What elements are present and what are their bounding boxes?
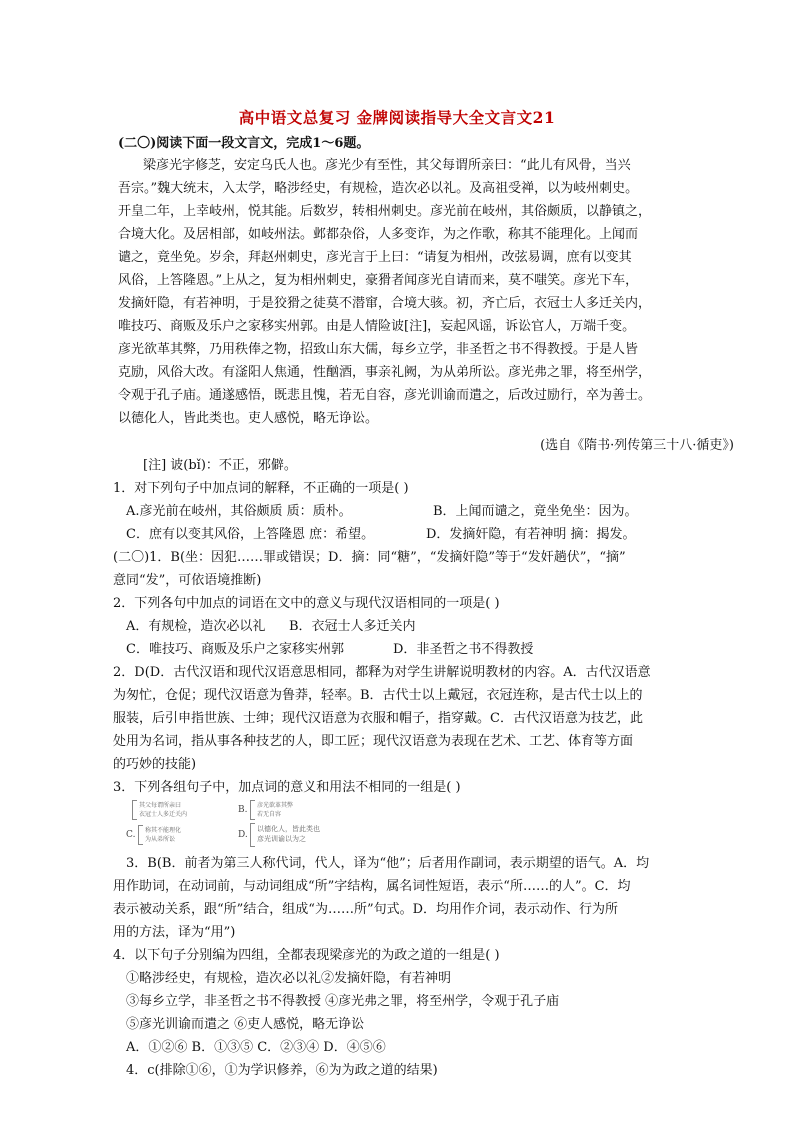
option-b-line-1: 彦光欲革其弊 bbox=[257, 802, 294, 809]
option-d-line-1: 以德化人，皆此类也 bbox=[257, 825, 320, 833]
answer-line: 服装，后引申指世族、士绅；现代汉语意为衣服和帽子，指穿戴。C．古代汉语意为技艺，此 bbox=[113, 711, 643, 726]
option-d-line-2: 彦光训谕以为之 bbox=[257, 835, 306, 843]
question-1-option-d: D．发摘奸隐，有若神明 摘：揭发。 bbox=[426, 527, 636, 542]
passage-line: 梁彦光字修芝，安定乌氏人也。彦光少有至性，其父每谓所亲曰：“此儿有风骨，当兴 bbox=[143, 158, 631, 173]
question-1-option-c: C．庶有以变其风俗，上答隆恩 庶：希望。 bbox=[126, 527, 375, 542]
question-4-options: A．①②⑥ B．①③⑤ C．②③④ D．④⑤⑥ bbox=[126, 1040, 386, 1055]
answer-line: 的巧妙的技能) bbox=[113, 757, 197, 772]
question-2-option-c: C．唯技巧、商贩及乐户之家移实州郭 bbox=[126, 642, 344, 657]
document-title: 高中语文总复习 金牌阅读指导大全文言文21 bbox=[238, 108, 556, 127]
question-4-answer: 4．c(排除①⑥，①为学识修养，⑥为为政之道的结果) bbox=[126, 1063, 438, 1078]
section-heading: (二〇)阅读下面一段文言文，完成1～6题。 bbox=[118, 136, 370, 151]
option-d-letter: D. bbox=[238, 830, 248, 840]
question-4-stem: 4．以下句子分别编为四组，全都表现梁彦光的为政之道的一组是( ) bbox=[113, 948, 500, 963]
option-b-letter: B. bbox=[238, 805, 248, 815]
footnote: [注] 诐(bǐ)：不正，邪僻。 bbox=[143, 458, 297, 473]
passage-line: 彦光欲革其弊，乃用秩俸之物，招致山东大儒，每乡立学，非圣哲之书不得教授。于是人皆 bbox=[118, 342, 639, 357]
passage-line: 开皇二年，上幸岐州，悦其能。后数岁，转相州刺史。彦光前在岐州，其俗颇质，以静镇之， bbox=[118, 204, 652, 219]
passage-line: 谴之，竟坐免。岁余，拜赵州刺史，彦光言于上曰：“请复为相州，改弦易调，庶有以变其 bbox=[118, 250, 632, 265]
option-c-letter: C. bbox=[126, 830, 136, 840]
answer-line: 3．B(B．前者为第三人称代词，代人，译为“他”；后者用作副词，表示期望的语气。A．均 bbox=[126, 856, 650, 871]
option-b-line-2: 若无自容 bbox=[257, 811, 282, 818]
question-4-line-3: ⑤彦光训谕而遣之 ⑥吏人感悦，略无诤讼 bbox=[126, 1017, 365, 1032]
answer-line: 用的方法，译为“用”) bbox=[113, 925, 236, 940]
question-1-option-a: A.彦光前在岐州，其俗颇质 质：质朴。 bbox=[126, 504, 352, 519]
source-citation: (选自《隋书·列传第三十八·循吏》) bbox=[540, 438, 734, 453]
answer-line: 用作助词，在动词前，与动词组成“所”字结构，属名词性短语，表示“所……的人”。C．均 bbox=[113, 879, 631, 894]
answer-line: 为匆忙，仓促；现代汉语意为鲁莽，轻率。B．古代士以上戴冠，衣冠连称，是古代士以上的 bbox=[113, 688, 643, 703]
question-4-line-1: ①略涉经史，有规检，造次必以礼②发摘奸隐，有若神明 bbox=[126, 971, 452, 986]
question-2-option-b: B．衣冠士人多迁关内 bbox=[289, 619, 416, 634]
question-1-option-b: B．上闻而谴之，竟坐免坐：因为。 bbox=[433, 504, 638, 519]
option-image-c bbox=[138, 825, 223, 843]
passage-line: 风俗，上答隆恩。”上从之，复为相州刺史，豪猾者闻彦光自请而来，莫不嗤笑。彦光下车， bbox=[118, 273, 639, 288]
question-1-answer: (二〇)1．B(坐：因犯……罪或错误；D．摘：同“糖”，“发摘奸隐”等于“发奸趟伏”，“摘” bbox=[113, 550, 626, 565]
brace-mark bbox=[250, 823, 255, 847]
passage-line: 吾宗。”魏大统末，入太学，略涉经史，有规检，造次必以礼。及高祖受禅，以为岐州刺史。 bbox=[118, 181, 639, 196]
brace-mark bbox=[250, 800, 255, 820]
question-2-stem: 2．下列各句中加点的词语在文中的意义与现代汉语相同的一项是( ) bbox=[113, 596, 500, 611]
answer-line: 2．D(D．古代汉语和现代汉语意思相同，都释为对学生讲解说明教材的内容。A．古代汉语意 bbox=[113, 665, 651, 680]
option-image-d bbox=[250, 823, 335, 845]
answer-line: 表示被动关系，跟“所”结合，组成“为……所”句式。D．均用作介词，表示动作、行为所 bbox=[113, 902, 619, 917]
brace-mark bbox=[132, 800, 137, 820]
passage-line: 以德化人，皆此类也。吏人感悦，略无诤讼。 bbox=[118, 411, 379, 426]
passage-line: 合境大化。及居相部，如岐州法。邺都杂俗，人多变诈，为之作歌，称其不能理化。上闻而 bbox=[118, 227, 639, 242]
passage-line: 唯技巧、商贩及乐户之家移实州郭。由是人情险诐[注]，妄起风谣，诉讼官人，万端千变。 bbox=[118, 319, 636, 334]
brace-mark bbox=[138, 825, 143, 845]
option-c-line-1: 称其不能理化 bbox=[145, 827, 182, 834]
passage-line: 令观于孔子庙。通遂感悟，既悲且愧，若无自容，彦光训谕而遣之，后改过励行，卒为善士。 bbox=[118, 388, 652, 403]
question-2-option-d: D．非圣哲之书不得教授 bbox=[393, 642, 534, 657]
option-c-line-2: 为从弟所讼 bbox=[145, 836, 176, 843]
question-1-answer-cont: 意同“发”，可依语境推断) bbox=[113, 573, 262, 588]
question-3-stem: 3．下列各组句子中，加点词的意义和用法不相同的一组是( ) bbox=[113, 780, 461, 795]
passage-line: 克励，风俗大改。有滏阳人焦通，性酗酒，事亲礼阙，为从弟所讼。彦光弗之罪，将至州学， bbox=[118, 365, 652, 380]
option-a-line-2: 衣冠士人多迁关内 bbox=[139, 811, 188, 818]
option-image-a bbox=[132, 800, 227, 818]
question-2-option-a: A．有规检，造次必以礼 bbox=[126, 619, 266, 634]
question-1-stem: 1．对下列句子中加点词的解释，不正确的一项是( ) bbox=[113, 481, 409, 496]
option-image-b bbox=[250, 800, 335, 818]
question-4-line-2: ③每乡立学，非圣哲之书不得教授 ④彦光弗之罪，将至州学，令观于孔子庙 bbox=[126, 994, 560, 1009]
option-a-line-1: 其父每谓所亲曰 bbox=[139, 802, 182, 809]
answer-line: 处用为名词，指从事各种技艺的人，即工匠；现代汉语意为表现在艺术、工艺、体育等方面 bbox=[113, 734, 634, 749]
passage-line: 发摘奸隐，有若神明，于是狡猾之徒莫不潜窜，合境大骇。初，齐亡后，衣冠士人多迁关内， bbox=[118, 296, 652, 311]
